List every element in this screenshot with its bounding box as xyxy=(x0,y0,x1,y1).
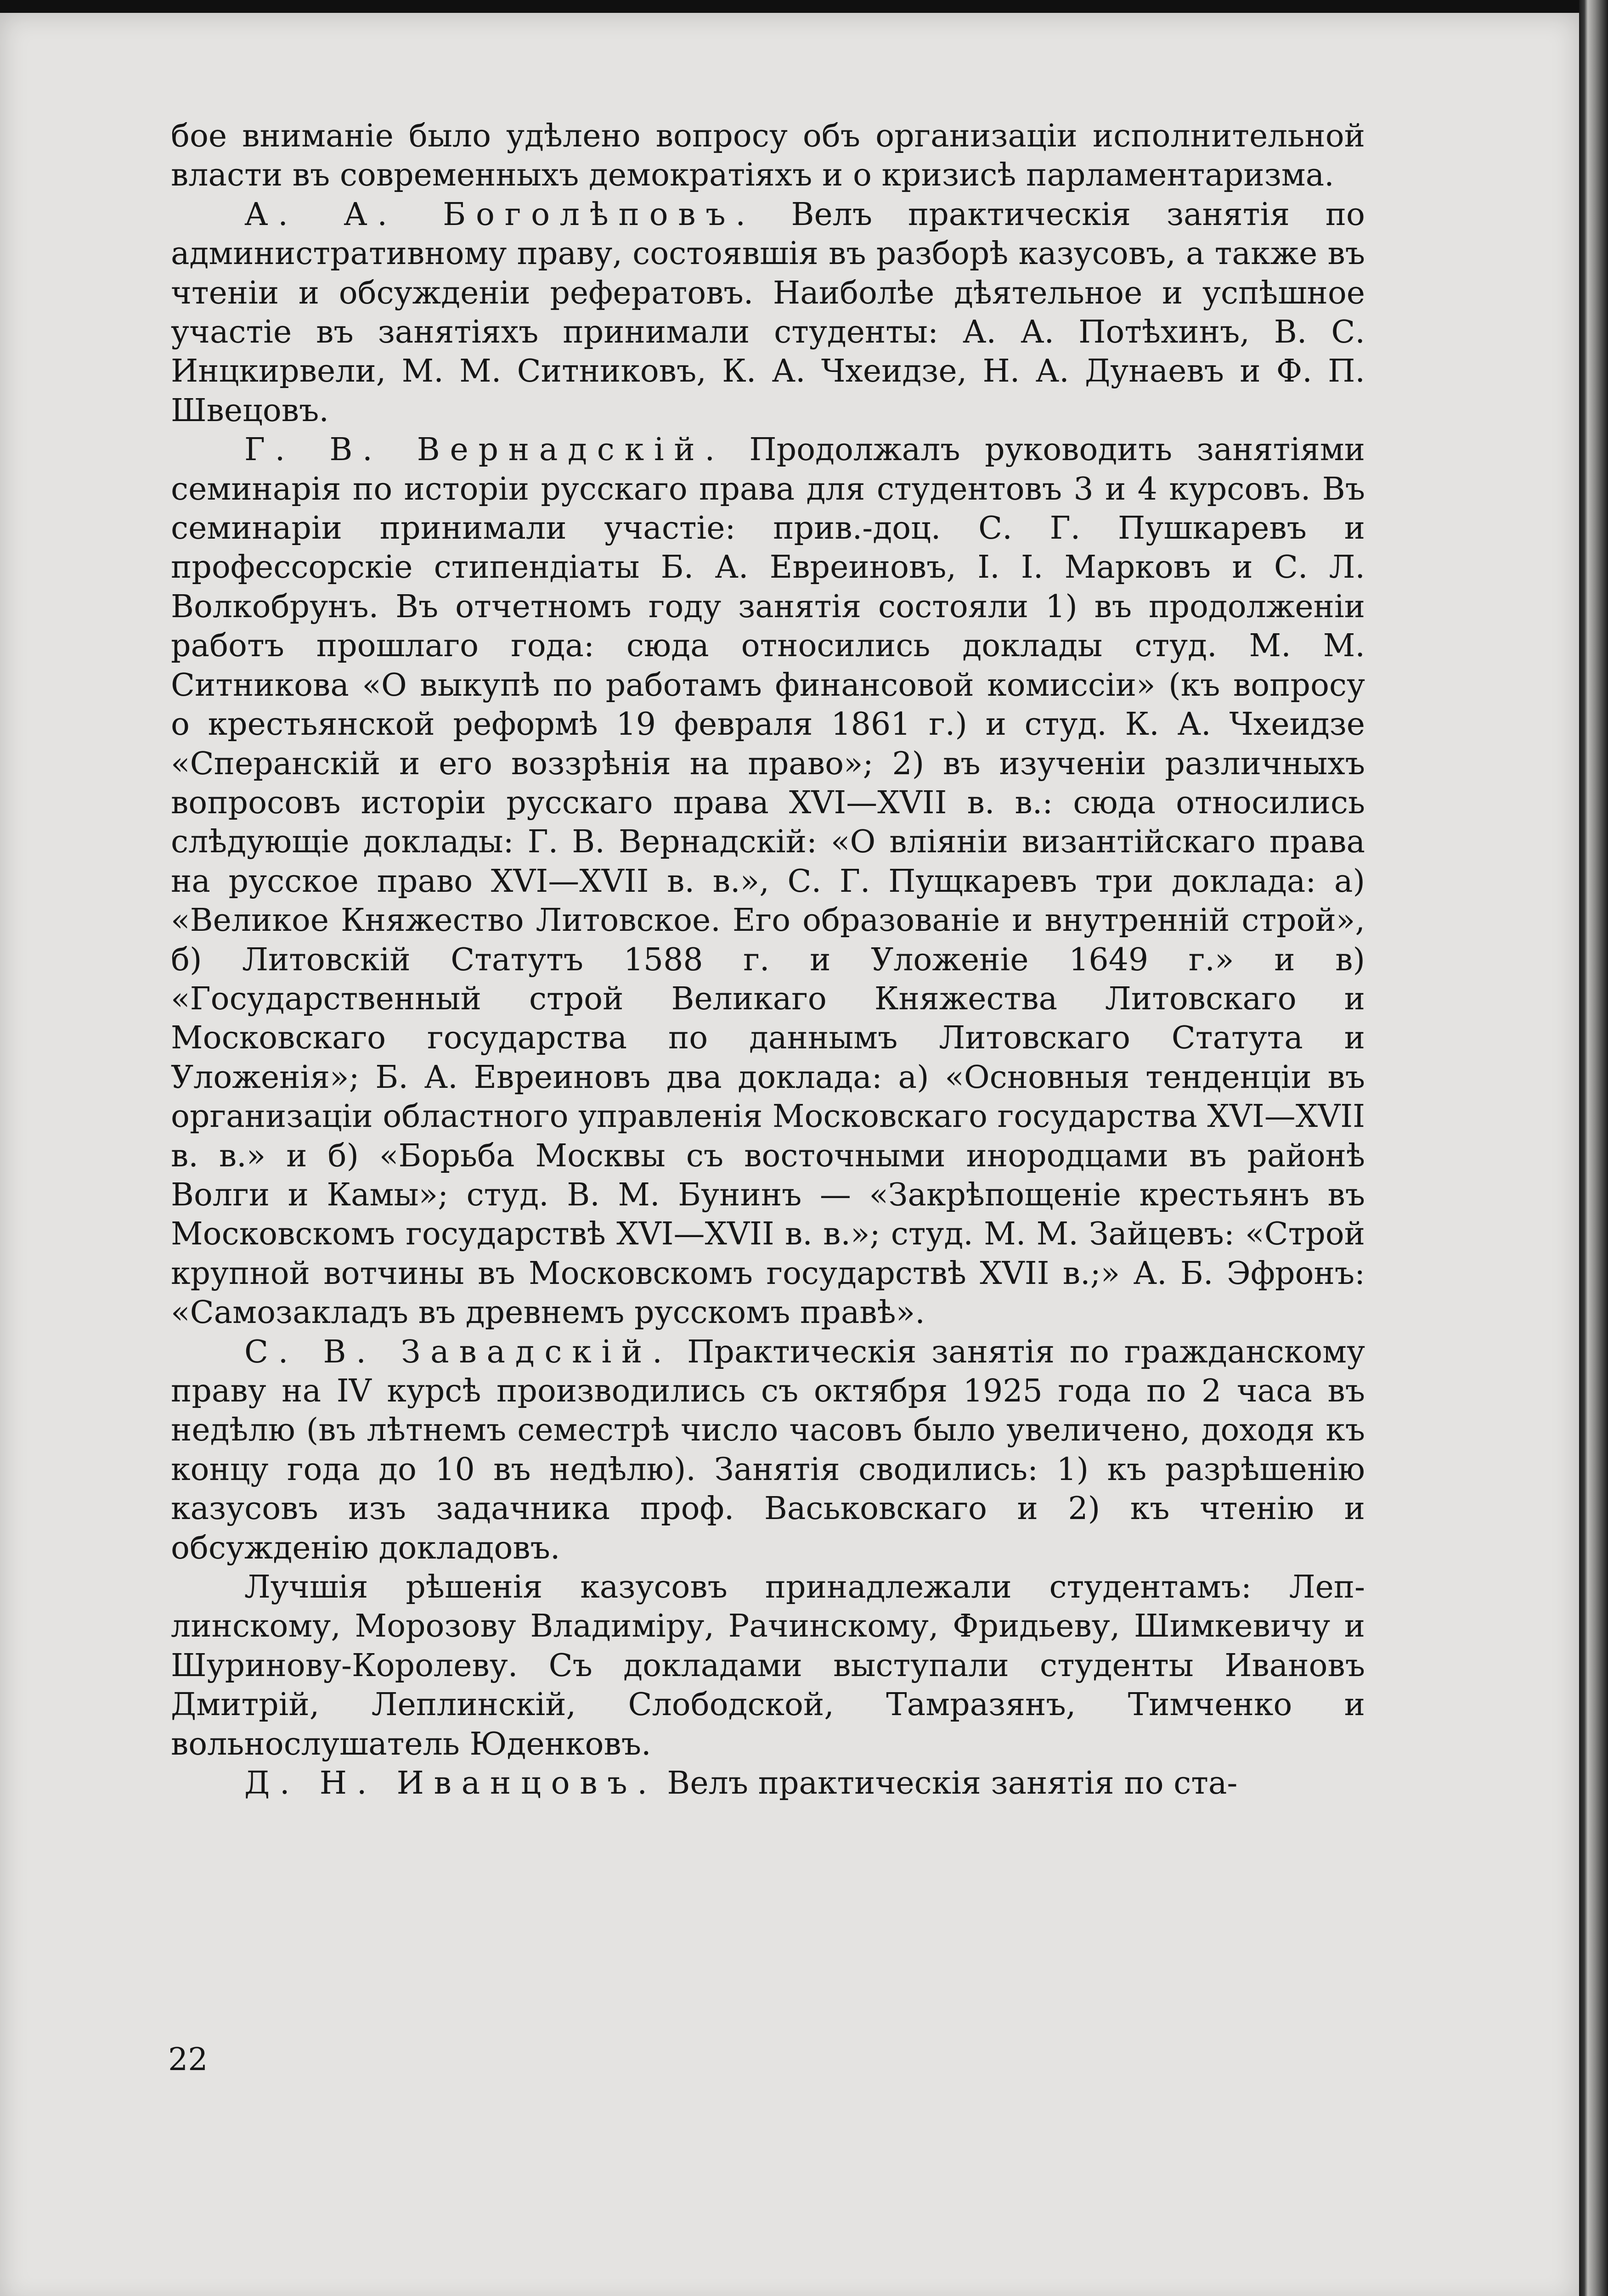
paragraph-text: Велъ практическія занятія по ста- xyxy=(657,1765,1238,1802)
book-spine-edge xyxy=(1579,0,1608,2296)
paragraph-text: Продолжалъ руководить занятіями семинарія по исторіи русскаго права для студентовъ 3 и 4 курсовъ. Въ семинаріи принимали участіе: прив.-доц. С. Г. Пушкаревъ и профессорскіе стипендіаты Б. А. Евреиновъ, І. І. Марковъ и С. Л. Волкобрунъ. Въ отчетномъ году занятія состояли 1) въ продолженіи работъ прошлаго года: сюда относились доклады студ. М. М. Ситникова «О выкупѣ по работамъ финансовой комиссіи» (къ вопросу о крестьянской реформѣ 19 февраля 1861 г.) и студ. К. А. Чхеидзе «Сперанскій и его воззрѣнія на право»; 2) въ изученіи различныхъ вопросовъ исторіи русскаго права XVI—XVII в. в.: сюда относились слѣдующіе доклады: Г. В. Вернадскій: «О вліяніи византійскаго права на русское право XVI—XVII в. в.», С. Г. Пущкаревъ три доклада: а) «Великое Княжество Литовское. Его образованіе и внутренній строй», б) Литовскій Статутъ 1588 г. и Уложеніе 1649 г.» и в) «Государственный строй Великаго Княжества Литовскаго и Московскаго государства по даннымъ Литовскаго Статута и Уложенія»; Б. А. Евреиновъ два доклада: а) «Основныя тенденціи въ организаціи областного управленія Московскаго государства XVI—XVII в. в.» и б) «Борьба Москвы съ восточными инородцами въ районѣ Волги и Камы»; студ. В. М. Бунинъ — «Закрѣпощеніе крестьянъ въ Московскомъ государствѣ XVI—XVII в. в.»; студ. М. М. Зайцевъ: «Строй крупной вотчины въ Московскомъ государствѣ XVII в.;» А. Б. Эфронъ: «Самозакладъ въ древнемъ русскомъ правѣ». xyxy=(171,432,1365,1331)
page-number: 22 xyxy=(168,2042,208,2078)
paragraph-text: Практическія занятія по гражданскому праву на IV курсѣ производились съ октября 1925 года по 2 часа въ недѣлю (въ лѣтнемъ семестрѣ число часовъ было увеличено, доходя къ концу года до 10 въ недѣлю). Занятія сводились: 1) къ разрѣшенію казусовъ изъ задачника проф. Васьковскаго и 2) къ чтенію и обсужденію докладовъ. xyxy=(171,1334,1365,1566)
paragraph-ivantsov xyxy=(171,1764,1365,1803)
person-name: С. В. Завадскій. xyxy=(244,1334,672,1370)
paragraph-text: Лучшія рѣшенія казусовъ принадлежали студентамъ: Леплинскому, Морозову Владиміру, Рачинскому, Фридьеву, Шимкевичу и Шуринову-Королеву. Съ докладами выступали студенты Ивановъ Дмитрій, Леплинскій, Слободской, Тамразянъ, Тимченко и вольнослушатель Юденковъ. xyxy=(171,1569,1365,1762)
person-name: Д. Н. Иванцовъ. xyxy=(244,1765,657,1802)
paragraph-best-solutions xyxy=(171,1568,1365,1764)
page-body-text xyxy=(171,117,1365,1803)
scan-top-edge xyxy=(0,0,1579,13)
paragraph-text: бое вниманіе было удѣлено вопросу объ организаціи исполнительной власти въ современныхъ демократіяхъ и о кризисѣ парламентаризма. xyxy=(171,118,1365,194)
paragraph-text: Велъ практическія занятія по административному праву, состоявшія въ разборѣ казусовъ, а также въ чтеніи и обсужденіи рефератовъ. Наиболѣе дѣятельное и успѣшное участіе въ занятіяхъ принимали студенты: А. А. Потѣхинъ, В. С. Инцкирвели, М. М. Ситниковъ, К. А. Чхеидзе, Н. А. Дунаевъ и Ф. П. Швецовъ. xyxy=(171,196,1365,429)
paragraph-bogolepov xyxy=(171,195,1365,430)
person-name: А. А. Боголѣповъ. xyxy=(244,196,756,233)
person-name: Г. В. Вернадскій. xyxy=(244,432,725,468)
book-page xyxy=(0,13,1579,2296)
paragraph-continuation xyxy=(171,117,1365,195)
paragraph-zavadsky xyxy=(171,1333,1365,1568)
paragraph-vernadsky xyxy=(171,430,1365,1332)
